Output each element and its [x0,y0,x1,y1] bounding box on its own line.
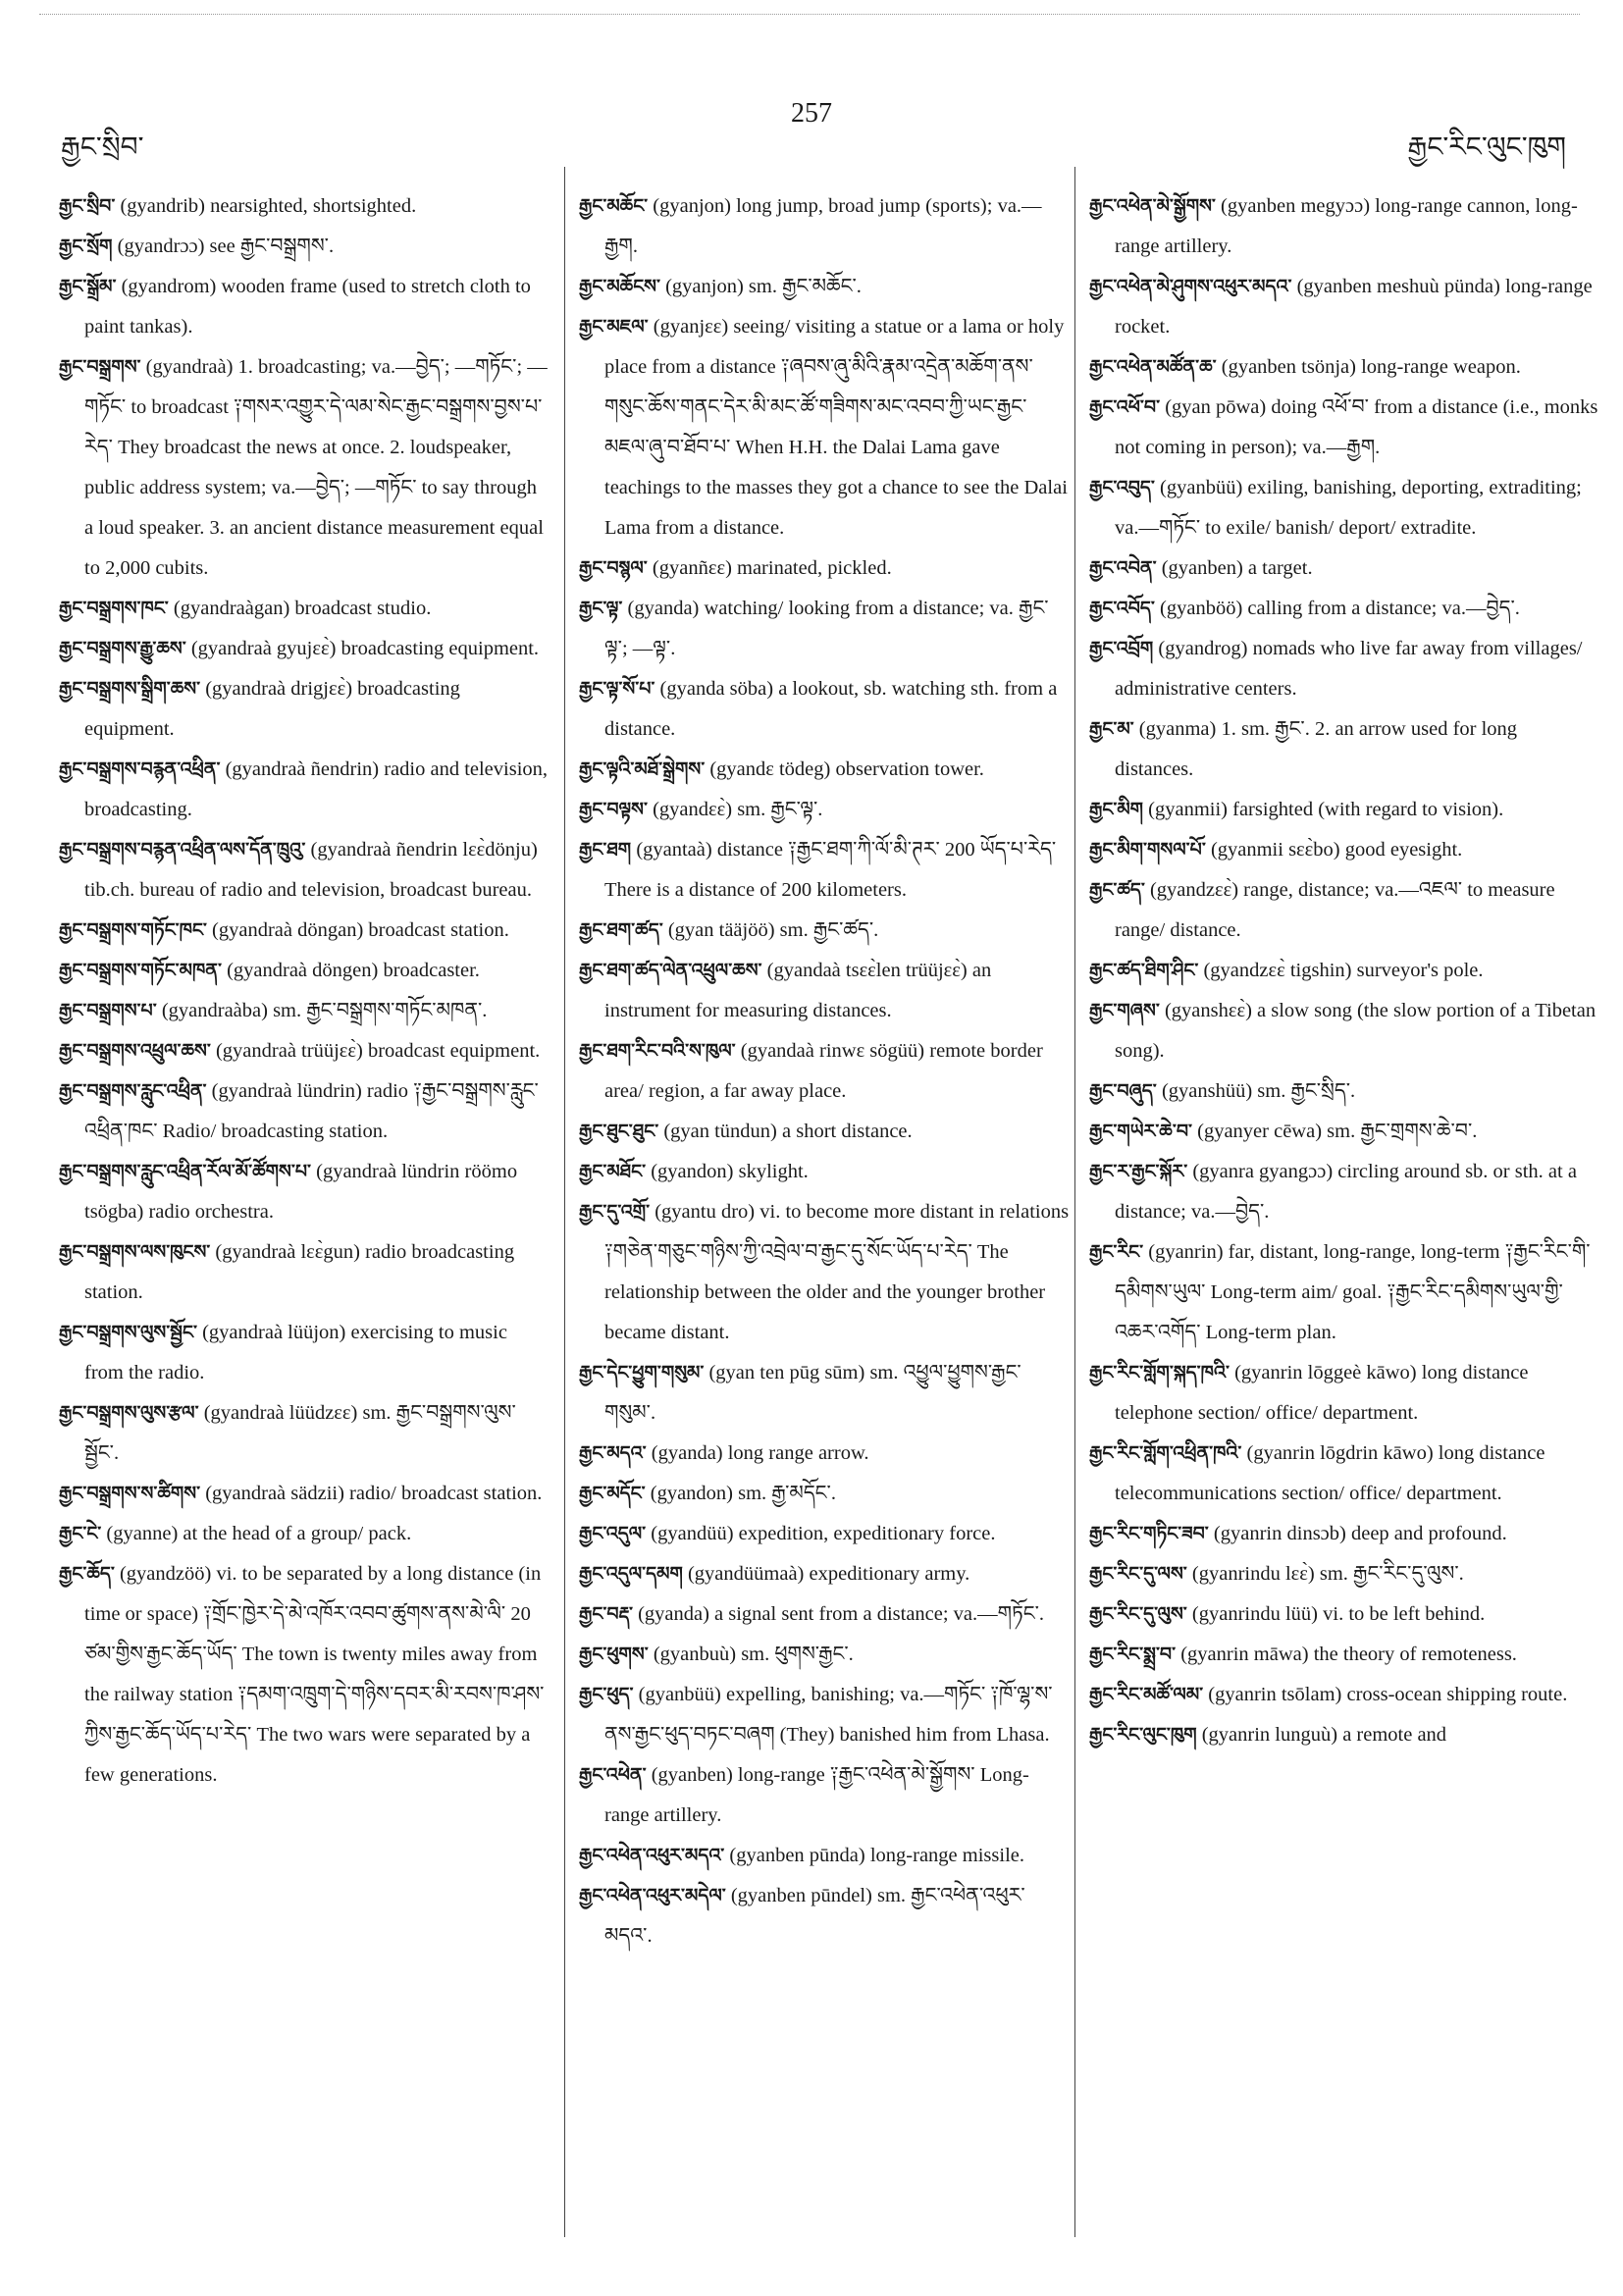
dictionary-entry [1089,388,1599,468]
entry-definition: (gyandraà gyujɛɛ̀) broadcasting equipment. [190,638,540,659]
entry-headword: རྒྱང་མིག་གསལ་པོ་ [1089,839,1206,861]
page-number: 257 [791,98,832,129]
dictionary-entry [59,347,550,589]
entry-headword: རྒྱང་བསྒྲགས་འཕྲུལ་ཆས་ [59,1040,211,1062]
dictionary-entry [59,669,550,750]
entry-definition: (gyanbüü) expelling, banishing; va.—གཏོང་ ༑ཁོ་ལྷ་ས་ནས་རྒྱང་ཕུད་བཏང་བཞག (They) banished him from Lhasa. [604,1684,1053,1746]
dictionary-entry [579,830,1070,911]
dictionary-entry [579,1675,1070,1755]
entry-definition: (gyandraà lɛɛ̀gun) radio broadcasting station. [84,1241,515,1303]
entry-headword: རྒྱང་བསྒྲགས་ལས་ཁུངས་ [59,1241,211,1263]
entry-definition: (gyanrin lunguù) a remote and [1201,1724,1447,1746]
entry-definition: (gyandrib) nearsighted, shortsighted. [120,195,417,217]
entry-headword: རྒྱང་དུ་འགྲོ་ [579,1201,651,1223]
entry-definition: (gyantaà) distance ༑རྒྱང་ཐག་ཀི་ལོ་མི་ཊར་ 200 ཡོད་པ་རེད་ There is a distance of 200 kilometers. [604,839,1057,901]
entry-headword: རྒྱང་རིང་ལུང་ཁུག [1089,1724,1197,1746]
dictionary-entry [579,1594,1070,1635]
dictionary-entry [579,1836,1070,1876]
entry-headword: རྒྱང་ལྟ་ [579,598,623,619]
dictionary-entry [59,830,550,911]
entry-headword: རྒྱང་མཆོངས་ [579,276,660,297]
entry-headword: རྒྱང་བསྒྲགས་གཏོང་ཁང་ [59,919,207,941]
entry-headword: རྒྱང་འཕེན་མེ་སྒྱོགས་ [1089,195,1216,217]
dictionary-entry [1089,186,1599,267]
entry-headword: རྒྱང་མཇལ་ [579,316,649,338]
entry-headword: རྒྱང་བསྒྲགས་པ་ [59,1000,157,1021]
dictionary-entry [1089,468,1599,548]
entry-headword: རྒྱང་ལྟ་སོ་པ་ [579,678,655,700]
dictionary-entry [579,1554,1070,1594]
entry-headword: རྒྱང་ཕུད་ [579,1684,634,1705]
page-top-edge [39,14,1580,15]
entry-definition: (gyandüü) expedition, expeditionary force. [651,1523,996,1544]
entry-headword: རྒྱང་འཕེན་མཚོན་ཆ་ [1089,356,1217,378]
dictionary-entry [1089,790,1599,830]
dictionary-entry [59,1071,550,1152]
dictionary-column-2 [579,186,1070,1957]
entry-definition: (gyanben) a target. [1161,557,1313,579]
entry-headword: རྒྱང་མདོང་ [579,1483,646,1504]
dictionary-entry [579,1031,1070,1112]
dictionary-entry [1089,347,1599,388]
entry-headword: རྒྱང་འཕེན་འཕུར་མདའ་ [579,1845,725,1866]
entry-definition: (gyanda) watching/ looking from a distance; va. རྒྱང་ལྟ་; —ལྟ་. [604,598,1049,659]
entry-headword: རྒྱང་འཕོ་བ་ [1089,396,1161,418]
entry-headword: རྒྱང་འདུལ་ [579,1523,647,1544]
entry-headword: རྒྱང་བསྒྲགས་ལུས་སྦྱོང་ [59,1322,197,1343]
entry-headword: རྒྱང་འབྲོག [1089,638,1154,659]
entry-headword: རྒྱང་རིང་སྨྲ་བ་ [1089,1644,1177,1665]
entry-headword: རྒྱང་བསྒྲགས་རླུང་འཕྲིན་ [59,1080,207,1102]
entry-headword: རྒྱང་རིང་དུ་ལུས་ [1089,1603,1187,1625]
entry-headword: རྒྱང་བསྒྲགས་བརྙན་འཕྲིན་ [59,758,221,780]
dictionary-entry [1089,1594,1599,1635]
dictionary-entry [1089,1635,1599,1675]
dictionary-entry [1089,1112,1599,1152]
dictionary-entry [1089,1434,1599,1514]
entry-definition: (gyanrindu lɛɛ̀) sm. རྒྱང་རིང་དུ་ལུས་. [1191,1563,1464,1585]
entry-definition: (gyanrin māwa) the theory of remoteness. [1180,1644,1517,1665]
dictionary-entry [579,1514,1070,1554]
entry-definition: (gyandɛ tödeg) observation tower. [709,758,984,780]
dictionary-entry [59,1313,550,1393]
dictionary-columns [0,186,1623,2257]
entry-definition: (gyanda) long range arrow. [651,1442,869,1464]
entry-definition: (gyanbüü) exiling, banishing, deporting, extraditing; va.—གཏོང་ to exile/ banish/ deport/ extradite. [1115,477,1582,539]
entry-headword: རྒྱང་ཆོད་ [59,1563,115,1585]
entry-headword: རྒྱང་བསྒྲགས་རླུང་འཕྲིན་རོལ་མོ་ཚོགས་པ་ [59,1161,311,1182]
entry-headword: རྒྱང་འཕེན་འཕུར་མདེལ་ [579,1885,726,1906]
entry-headword: རྒྱང་རིང་དུ་ལས་ [1089,1563,1187,1585]
dictionary-entry [1089,1715,1599,1755]
dictionary-entry [579,307,1070,548]
entry-headword: རྒྱང་བཞུད་ [1089,1080,1157,1102]
entry-definition: (gyanben meshuù pünda) long-range rocket. [1115,276,1593,338]
entry-headword: རྒྱང་ངེ་ [59,1523,102,1544]
entry-definition: (gyan tündun) a short distance. [663,1121,913,1142]
dictionary-entry [59,1514,550,1554]
entry-definition: (gyandrom) wooden frame (used to stretch cloth to paint tankas). [84,276,531,338]
dictionary-entry [1089,1152,1599,1232]
entry-definition: (gyan pōwa) doing འཕོ་བ་ from a distance (i.e., monks not coming in person); va.—རྒྱག. [1115,396,1598,458]
entry-headword: རྒྱང་བསྒྲགས་བརྙན་འཕྲིན་ལས་དོན་ཁྲུའུ་ [59,839,306,861]
dictionary-column-1 [59,186,550,1796]
entry-headword: རྒྱང་ཐག [579,839,632,861]
entry-headword: རྒྱང་གཞས་ [1089,1000,1160,1021]
entry-definition: (gyandraà döngan) broadcast station. [212,919,509,941]
entry-definition: (gyanben) long-range ༑རྒྱང་འཕེན་མེ་སྒྱོགས་ Long-range artillery. [604,1764,1029,1826]
entry-definition: (gyandraàgan) broadcast studio. [173,598,432,619]
entry-headword: རྒྱང་རིང་གློག་འཕྲིན་ཁའི་ [1089,1442,1242,1464]
entry-headword: རྒྱང་བསྒྲགས་རྒྱུ་ཆས་ [59,638,186,659]
guide-word-left: རྒྱང་སྲིབ་ [61,132,144,163]
dictionary-entry [579,589,1070,669]
entry-definition: (gyanben pūndel) sm. རྒྱང་འཕེན་འཕུར་མདའ་. [604,1885,1025,1947]
entry-definition: (gyan tääjöö) sm. རྒྱང་ཚད་. [667,919,879,941]
entry-definition: (gyandraà ñendrin) radio and television, broadcasting. [84,758,549,820]
entry-headword: རྒྱང་བསྒྲགས་སྒྲིག་ཆས་ [59,678,201,700]
entry-definition: (gyandraàba) sm. རྒྱང་བསྒྲགས་གཏོང་མཁན་. [161,1000,488,1021]
entry-definition: (gyandon) skylight. [651,1161,809,1182]
entry-definition: (gyanshɛɛ̀) a slow song (the slow portion of a Tibetan song). [1115,1000,1597,1062]
entry-definition: (gyanrin) far, distant, long-range, long-term ༑རྒྱང་རིང་གི་དམིགས་ཡུལ་ Long-term aim/ goal. ༑རྒྱང་རིང་དམིགས་ཡུལ་གྱི་འཆར་འགོད་ Long-term plan. [1115,1241,1591,1343]
dictionary-entry [59,227,550,267]
entry-headword: རྒྱང་འབེན་ [1089,557,1157,579]
entry-headword: རྒྱང་ར་རྒྱང་སྐོར་ [1089,1161,1188,1182]
dictionary-entry [579,1192,1070,1353]
dictionary-entry [59,1393,550,1474]
dictionary-entry [1089,1232,1599,1353]
dictionary-entry [579,1635,1070,1675]
dictionary-column-3 [1089,186,1599,1755]
dictionary-entry [1089,1353,1599,1434]
entry-headword: རྒྱང་འབོད་ [1089,598,1155,619]
dictionary-entry [579,911,1070,951]
entry-definition: (gyandraà ñendrin lɛɛ̀dönju) tib.ch. bureau of radio and television, broadcast bureau. [84,839,538,901]
entry-headword: རྒྱང་དེང་ཕྱུག་གསུམ་ [579,1362,705,1383]
guide-word-right: རྒྱང་རིང་ལུང་ཁུག [1407,132,1566,163]
entry-definition: (gyandraà lüüdzɛɛ) sm. རྒྱང་བསྒྲགས་ལུས་སྦྱོང་. [84,1402,516,1464]
entry-definition: (gyandɛɛ̀) sm. རྒྱང་ལྟ་. [653,799,823,820]
entry-definition: (gyanjɛɛ) seeing/ visiting a statue or a lama or holy place from a distance ༑ཞབས་ཞུ་མིའི་རྣམ་འདྲེན་མཆོག་ནས་གསུང་ཆོས་གནང་དེར་མི་མང་ཚོ་གཟིགས་མང་འབབ་ཀྱི་ཡང་རྒྱང་མཇལ་ཞུ་བ་ཐོབ་པ་ When H.H. the Dalai Lama gave teachings to the masses they got a chance to see the Dalai Lama from a distance. [604,316,1068,539]
entry-definition: (gyanbuù) sm. ཕུགས་རྒྱང་. [653,1644,854,1665]
dictionary-entry [579,669,1070,750]
entry-definition: (gyanda söba) a lookout, sb. watching sth. from a distance. [604,678,1058,740]
dictionary-entry [1089,267,1599,347]
entry-headword: རྒྱང་གཡེར་ཆེ་བ་ [1089,1121,1192,1142]
entry-headword: རྒྱང་མདའ་ [579,1442,647,1464]
dictionary-entry [1089,548,1599,589]
dictionary-entry [1089,1554,1599,1594]
entry-definition: (gyanne) at the head of a group/ pack. [106,1523,412,1544]
dictionary-entry [1089,951,1599,991]
entry-definition: (gyanben tsönja) long-range weapon. [1221,356,1521,378]
dictionary-entry [59,951,550,991]
entry-definition: (gyandon) sm. རྒྱ་མདོང་. [650,1483,836,1504]
entry-definition: (gyanben megyɔɔ) long-range cannon, long-range artillery. [1115,195,1578,257]
dictionary-entry [579,1755,1070,1836]
entry-headword: རྒྱང་འདུལ་དམག [579,1563,683,1585]
entry-headword: རྒྱང་ཐུང་ཐུང་ [579,1121,659,1142]
dictionary-entry [579,548,1070,589]
dictionary-entry [579,1474,1070,1514]
entry-definition: (gyandraà trüüjɛɛ̀) broadcast equipment. [215,1040,541,1062]
entry-headword: རྒྱང་བསྒྲགས་ཁང་ [59,598,169,619]
entry-headword: རྒྱང་རིང་གློག་སྐད་ཁའི་ [1089,1362,1230,1383]
entry-definition: (gyanda) a signal sent from a distance; va.—གཏོང་. [638,1603,1044,1625]
entry-headword: རྒྱང་རིང་མཚོ་ལམ་ [1089,1684,1204,1705]
dictionary-entry [59,267,550,347]
entry-headword: རྒྱང་སྲིབ་ [59,195,116,217]
entry-definition: (gyanra gyangɔɔ) circling around sb. or sth. at a distance; va.—བྱེད་. [1115,1161,1577,1223]
entry-headword: རྒྱང་རིང་གཏིང་ཟབ་ [1089,1523,1209,1544]
dictionary-entry [59,1474,550,1514]
dictionary-entry [59,629,550,669]
entry-definition: (gyandrog) nomads who live far away from villages/ administrative centers. [1115,638,1583,700]
entry-definition: (gyanma) 1. sm. རྒྱང་. 2. an arrow used for long distances. [1115,718,1518,780]
entry-headword: རྒྱང་མིག [1089,799,1144,820]
dictionary-entry [59,911,550,951]
dictionary-entry [579,1152,1070,1192]
entry-definition: (gyanrin dinsɔb) deep and profound. [1213,1523,1507,1544]
entry-definition: (gyandraà sädzii) radio/ broadcast station. [205,1483,543,1504]
entry-definition: (gyandaà tsɛɛ̀len trüüjɛɛ̀) an instrument for measuring distances. [604,960,992,1021]
dictionary-entry [59,1554,550,1796]
entry-definition: (gyanrin tsōlam) cross-ocean shipping route. [1208,1684,1568,1705]
entry-definition: (gyanshüü) sm. རྒྱང་སྲིད་. [1161,1080,1356,1102]
entry-definition: (gyandraà lüüjon) exercising to music from the radio. [84,1322,507,1383]
entry-headword: རྒྱང་བསྒྲགས་ས་ཚིགས་ [59,1483,201,1504]
entry-definition: (gyandzɛɛ̀ tigshin) surveyor's pole. [1203,960,1484,981]
dictionary-entry [579,1434,1070,1474]
dictionary-entry [579,267,1070,307]
dictionary-entry [59,750,550,830]
entry-definition: (gyanñɛɛ) marinated, pickled. [652,557,892,579]
entry-headword: རྒྱང་འཕེན་ [579,1764,647,1786]
entry-headword: རྒྱང་བསྒྲགས་གཏོང་མཁན་ [59,960,222,981]
entry-headword: རྒྱང་མ་ [1089,718,1134,740]
dictionary-entry [59,1031,550,1071]
entry-headword: རྒྱང་ཐག་ཚད་ [579,919,663,941]
dictionary-entry [1089,589,1599,629]
dictionary-entry [59,1152,550,1232]
dictionary-entry [1089,991,1599,1071]
entry-definition: (gyanmii) farsighted (with regard to vision). [1148,799,1504,820]
entry-definition: (gyanben pūnda) long-range missile. [729,1845,1024,1866]
entry-definition: (gyandrɔɔ) see རྒྱང་བསྒྲགས་. [117,235,335,257]
dictionary-entry [1089,870,1599,951]
dictionary-entry [59,186,550,227]
dictionary-entry [1089,1675,1599,1715]
entry-definition: (gyanjon) sm. རྒྱང་མཆོང་. [665,276,862,297]
entry-headword: རྒྱང་སྒྲོམ་ [59,276,117,297]
entry-headword: རྒྱང་ཐག་ཚད་ལེན་འཕྲུལ་ཆས་ [579,960,762,981]
entry-headword: རྒྱང་བསྒྲགས་ལུས་རྩལ་ [59,1402,199,1424]
dictionary-entry [59,991,550,1031]
entry-headword: རྒྱང་ཕུགས་ [579,1644,649,1665]
entry-headword: རྒྱང་འཕེན་མེ་ཤུགས་འཕུར་མདའ་ [1089,276,1292,297]
dictionary-entry [579,790,1070,830]
entry-definition: (gyandraà lündrin röömo tsögba) radio orchestra. [84,1161,518,1223]
dictionary-entry [1089,1071,1599,1112]
entry-definition: (gyandraà lündrin) radio ༑རྒྱང་བསྒྲགས་རླུང་འཕྲིན་ཁང་ Radio/ broadcasting station. [84,1080,539,1142]
entry-definition: (gyandaà rinwɛ sögüü) remote border area/ region, a far away place. [604,1040,1043,1102]
entry-headword: རྒྱང་བརྡ་ [579,1603,633,1625]
dictionary-entry [1089,629,1599,709]
dictionary-entry [579,750,1070,790]
entry-headword: རྒྱང་ཚད་ [1089,879,1145,901]
dictionary-entry [579,1353,1070,1434]
entry-definition: (gyan ten pūg sūm) sm. འཕྱུལ་ཕྱུགས་རྒྱང་གསུམ་. [604,1362,1021,1424]
entry-headword: རྒྱང་རིང་ [1089,1241,1144,1263]
entry-definition: (gyandzɛɛ̀) range, distance; va.—འཇལ་ to measure range/ distance. [1115,879,1555,941]
entry-definition: (gyanyer cēwa) sm. རྒྱང་གྲགས་ཆེ་བ་. [1197,1121,1478,1142]
entry-definition: (gyanrindu lüü) vi. to be left behind. [1191,1603,1486,1625]
dictionary-entry [1089,1514,1599,1554]
dictionary-entry [579,951,1070,1031]
dictionary-entry [1089,830,1599,870]
dictionary-entry [579,1112,1070,1152]
entry-headword: རྒྱང་མཆོང་ [579,195,649,217]
entry-definition: (gyandüümaà) expeditionary army. [687,1563,970,1585]
entry-headword: རྒྱང་འབུད་ [1089,477,1155,498]
entry-definition: (gyanböö) calling from a distance; va.—བྱེད་. [1160,598,1520,619]
entry-headword: རྒྱང་བསྙལ་ [579,557,648,579]
entry-headword: རྒྱང་ལྟའི་མཐོ་སྒྲེགས་ [579,758,706,780]
entry-definition: (gyandraà drigjɛɛ̀) broadcasting equipment. [84,678,460,740]
entry-definition: (gyandraà) 1. broadcasting; va.—བྱེད་; —གཏོང་; —གཏོང་ to broadcast ༑གསར་འགྱུར་དེ་ལམ་སེང་རྒྱང་བསྒྲགས་བྱས་པ་རེད་ They broadcast the news at once. 2. loudspeaker, public address system; va.—བྱེད་; —གཏོང་ to say through a loud speaker. 3. an ancient distance measurement equal to 2,000 cubits. [84,356,548,579]
entry-definition: (gyandzöö) vi. to be separated by a long distance (in time or space) ༑གྲོང་ཁྱེར་དེ་མེ་འཁོར་འབབ་ཚུགས་ནས་མེ་ལི་ 20 ཙམ་གྱིས་རྒྱང་ཆོད་ཡོད་ The town is twenty miles away from the railway station ༑དམག་འཁྲུག་དེ་གཉིས་དབར་མི་རབས་ཁ་ཤས་ཀྱིས་རྒྱང་ཆོད་ཡོད་པ་རེད་ The two wars were separated by a few generations. [84,1563,545,1786]
entry-headword: རྒྱང་སྲོག [59,235,113,257]
dictionary-entry [1089,709,1599,790]
entry-headword: རྒྱང་བསྒྲགས་ [59,356,141,378]
dictionary-entry [579,1876,1070,1957]
dictionary-entry [59,589,550,629]
entry-headword: རྒྱང་མཐོང་ [579,1161,647,1182]
entry-headword: རྒྱང་བལྟས་ [579,799,648,820]
entry-headword: རྒྱང་ཚད་ཐིག་ཤིང་ [1089,960,1199,981]
entry-headword: རྒྱང་ཐག་རིང་བའི་ས་ཁུལ་ [579,1040,736,1062]
entry-definition: (gyantu dro) vi. to become more distant in relations ༑གཅེན་གཅུང་གཉིས་ཀྱི་འབྲེལ་བ་རྒྱང་དུ་སོང་ཡོད་པ་རེད་ The relationship between the older and the younger brother became distant. [604,1201,1070,1343]
entry-definition: (gyanjon) long jump, broad jump (sports); va.—རྒྱག. [604,195,1042,257]
entry-definition: (gyanrin lōgdrin kāwo) long distance telecommunications section/ office/ department. [1115,1442,1545,1504]
dictionary-entry [579,186,1070,267]
entry-definition: (gyanmii sɛɛ̀bo) good eyesight. [1210,839,1463,861]
entry-definition: (gyanrin lōggeè kāwo) long distance telephone section/ office/ department. [1115,1362,1529,1424]
entry-definition: (gyandraà döngen) broadcaster. [227,960,480,981]
dictionary-entry [59,1232,550,1313]
